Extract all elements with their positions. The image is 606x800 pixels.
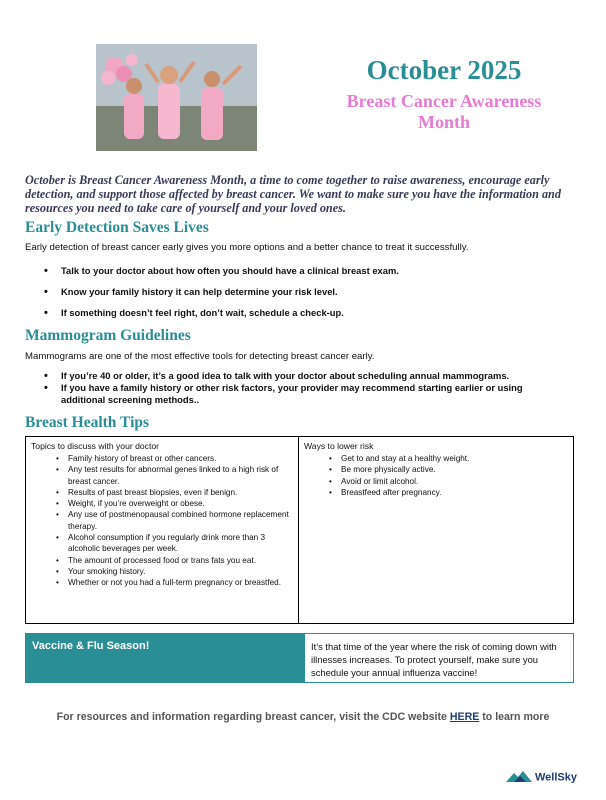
list-item: • Weight, if you’re overweight or obese. — [56, 498, 294, 509]
intro-lead: October is — [25, 173, 80, 187]
list-item: • Breastfeed after pregnancy. — [329, 487, 565, 498]
subtitle-line-2: Month — [417, 112, 470, 132]
list-item: • Get to and stay at a healthy weight. — [329, 453, 565, 464]
list-item: • Whether or not you had a full-term pregnancy or breastfed. — [56, 577, 294, 588]
early-detection-heading: Early Detection Saves Lives — [25, 219, 209, 236]
mammogram-list — [44, 370, 564, 406]
mountain-icon — [506, 768, 596, 784]
doctor-topics-list — [56, 453, 294, 589]
list-item: • Avoid or limit alcohol. — [329, 476, 565, 487]
footer-after: to learn more — [479, 711, 550, 723]
women-balloons-illustration — [96, 44, 257, 151]
tips-left-title: Topics to discuss with your doctor — [31, 441, 160, 451]
vaccine-text: It’s that time of the year where the risk of coming down with illnesses increases. To protect yourself, make sure you schedule your annual influenza vaccine! — [311, 641, 557, 678]
tips-right-title: Ways to lower risk — [304, 441, 374, 451]
vaccine-box — [25, 633, 574, 683]
page-title: October 2025 — [366, 55, 522, 85]
mammogram-heading: Mammogram Guidelines — [25, 327, 191, 344]
lower-risk-list — [329, 453, 565, 498]
mammogram-text: Mammograms are one of the most effective tools for detecting breast cancer early. — [25, 351, 375, 362]
list-item: • Your smoking history. — [56, 566, 294, 577]
cdc-link[interactable]: HERE — [449, 711, 480, 723]
vaccine-title: Vaccine & Flu Season! — [32, 640, 150, 652]
list-item: • Alcohol consumption if you regularly drink more than 3 alcoholic beverages per week. — [56, 532, 294, 555]
list-item: • If something doesn’t feel right, don’t wait, schedule a check-up. — [44, 307, 399, 318]
list-item: • If you’re 40 or older, it’s a good idea to talk with your doctor about scheduling annual mammograms. — [44, 370, 564, 382]
intro-emphasis: Breast Cancer Awareness Month — [79, 173, 245, 187]
header-photo — [96, 44, 257, 151]
wellsky-logo — [506, 768, 596, 784]
tips-heading: Breast Health Tips — [25, 414, 150, 431]
list-item: • Talk to your doctor about how often you should have a clinical breast exam. — [44, 265, 399, 276]
list-item: • Any use of postmenopausal combined hormone replacement therapy. — [56, 509, 294, 532]
tips-column-doctor — [26, 437, 299, 623]
vaccine-banner — [26, 634, 305, 682]
subtitle-line-1: Breast Cancer Awareness — [346, 91, 542, 111]
footer-text — [0, 711, 606, 723]
list-item: • Results of past breast biopsies, even if benign. — [56, 487, 294, 498]
list-item: • Any test results for abnormal genes linked to a high risk of breast cancer. — [56, 464, 294, 487]
list-item: • If you have a family history or other risk factors, your provider may recommend starting earlier or using additional screening methods.. — [44, 382, 564, 406]
list-item: • Be more physically active. — [329, 464, 565, 475]
logo-text: WellSky — [535, 771, 577, 784]
early-detection-text: Early detection of breast cancer early gives you more options and a better chance to treat it successfully. — [25, 242, 469, 253]
early-detection-list — [44, 265, 399, 318]
page-subtitle — [300, 91, 588, 133]
footer-before: For resources and information regarding breast cancer, visit the CDC website — [56, 711, 450, 723]
tips-table — [25, 436, 574, 624]
list-item: • Know your family history it can help determine your risk level. — [44, 286, 399, 297]
list-item: • Family history of breast or other cancers. — [56, 453, 294, 464]
tips-column-lower-risk — [299, 437, 573, 623]
list-item: • The amount of processed food or trans fats you eat. — [56, 555, 294, 566]
intro-paragraph — [25, 173, 585, 215]
intro-rest: , a time to come together to raise awareness, encourage early detection, and support those affected by breast cancer. We want to make sure you have the information and resources you need to take care of yourself and your loved ones. — [25, 173, 561, 215]
